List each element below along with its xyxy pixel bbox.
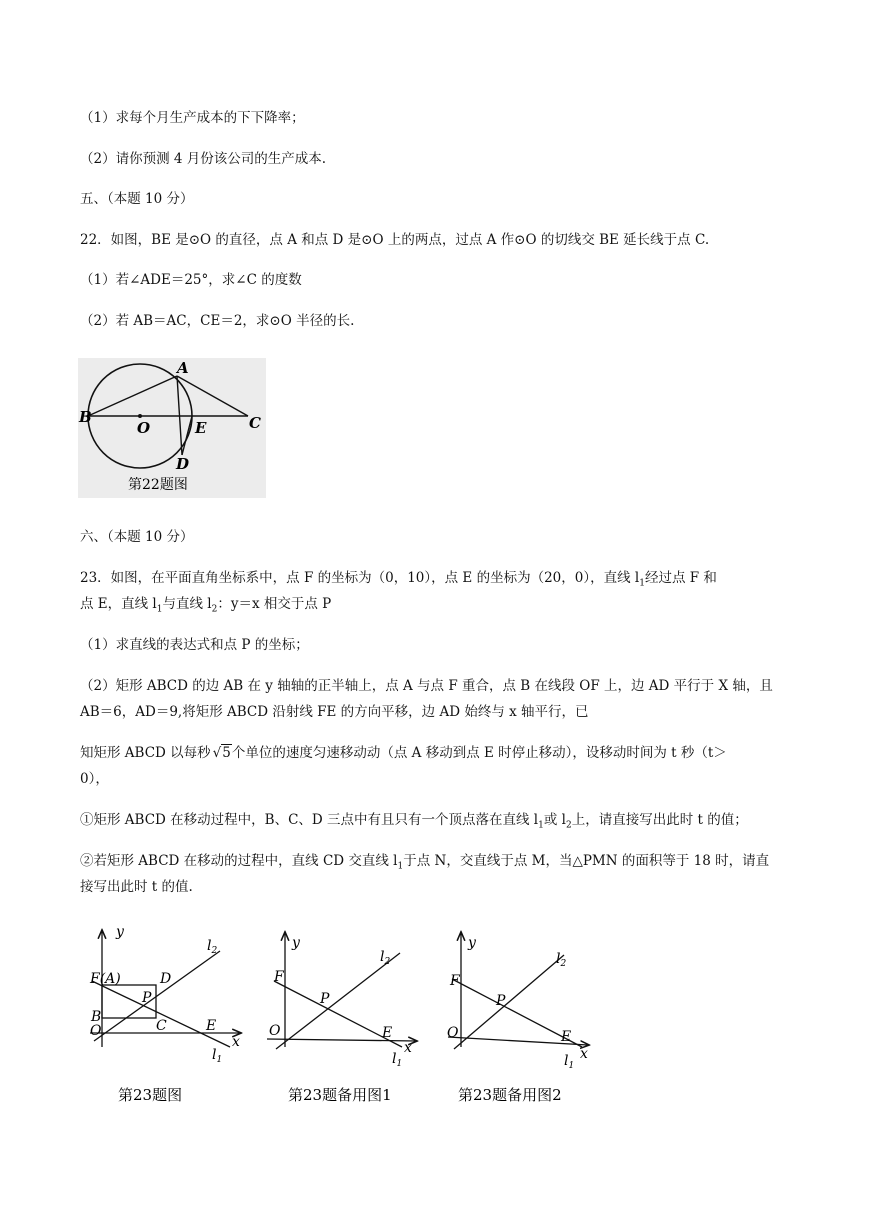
fig23b2-l2: $l_2$ [556,951,567,969]
fig23b1-axis-y: y [292,935,300,951]
fig23-label-e: E [206,1018,217,1034]
fig22-label-b: B [79,408,92,426]
fig23-label-b: B [91,1009,102,1025]
fig23-label-o: O [90,1023,102,1039]
fig23b2-l1: $l_1$ [564,1053,575,1071]
fig23-label-p: P [142,990,152,1006]
q23-part2-line3: 知矩形 ABCD 以每秒 √5个单位的速度匀速移动动（点 A 移动到点 E 时停止移动），设移动时间为 t 秒（t＞ [80,745,727,761]
figure-23-backup-2 [440,925,612,1105]
fig23b1-caption: 第23题备用图1 [288,1086,392,1104]
q23-stem-line1: 23．如图，在平面直角坐标系中，点 F 的坐标为（0，10），点 E 的坐标为（20，0），直线 $l_1$经过点 F 和 [80,570,717,589]
q22-part2: （2）若 AB＝AC，CE＝2，求⊙O 半径的长. [80,313,355,329]
fig22-caption: 第22题图 [128,477,188,493]
q22-stem: 22．如图，BE 是⊙O 的直径，点 A 和点 D 是⊙O 上的两点，过点 A 作⊙O 的切线交 BE 延长线于点 C. [80,232,710,248]
q23-sub2-line2: 接写出此时 t 的值. [80,879,193,895]
q23-part2-line2: AB＝6，AD＝9,将矩形 ABCD 沿射线 FE 的方向平移，边 AD 始终与 x 轴平行，已 [80,704,589,720]
q22-part1: （1）若∠ADE＝25°，求∠C 的度数 [80,272,302,288]
fig23-caption: 第23题图 [118,1086,183,1104]
fig23b2-label-f: F [450,973,460,989]
fig23b1-label-o: O [269,1023,281,1039]
fig23b1-label-p: P [320,991,330,1007]
fig23b1-label-f: F [274,969,284,985]
section-5-heading: 五、（本题 10 分） [80,191,194,207]
fig23b2-axis-x: x [580,1046,588,1062]
fig22-label-o: O [137,419,151,437]
q21-part1: （1）求每个月生产成本的下下降率； [80,110,305,126]
figure-23-backup-1 [262,925,434,1105]
fig23-label-c: C [156,1018,167,1034]
fig22-label-e: E [195,419,207,437]
q23-part1: （1）求直线的表达式和点 P 的坐标； [80,637,309,653]
fig23-axis-y: y [116,925,124,940]
fig23-axis-x: x [232,1034,240,1050]
section-6-heading: 六、（本题 10 分） [80,529,194,545]
fig23b2-label-p: P [496,993,506,1009]
q23-part2-line4: 0）， [80,771,109,787]
figure-22 [78,358,266,498]
q23-stem-line2: 点 E，直线 $l_1$与直线 $l_2$：y＝x 相交于点 P [80,596,332,615]
q21-part2: （2）请你预测 4 月份该公司的生产成本. [80,151,327,167]
fig23b2-label-e: E [561,1029,572,1045]
q23-sub1: ①矩形 ABCD 在移动过程中，B、C、D 三点中有且只有一个顶点落在直线 $l_1$或 $l_2$上，请直接写出此时 t 的值； [80,812,748,831]
sqrt-5: √5 [212,745,231,761]
fig23-l1: $l_1$ [212,1047,223,1065]
figure-23 [82,925,252,1105]
fig22-label-a: A [177,359,189,377]
fig23-l2: $l_2$ [207,938,218,956]
fig23b1-axis-x: x [404,1040,412,1056]
fig23b1-l2: $l_2$ [380,949,391,967]
fig23b2-caption: 第23题备用图2 [458,1086,562,1104]
fig23b1-l1: $l_1$ [392,1051,403,1069]
fig23b2-axis-y: y [468,935,476,951]
fig22-label-d: D [176,455,190,473]
fig22-label-c: C [249,414,261,432]
fig23-label-fa: F(A) [90,971,121,987]
fig23-label-d: D [160,971,172,987]
fig23b2-label-o: O [447,1025,459,1041]
q23-sub2-line1: ②若矩形 ABCD 在移动的过程中，直线 CD 交直线 $l_1$于点 N，交直线于点 M，当△PMN 的面积等于 18 时，请直 [80,853,770,872]
fig23b1-label-e: E [382,1025,393,1041]
q23-part2-line1: （2）矩形 ABCD 的边 AB 在 y 轴轴的正半轴上，点 A 与点 F 重合，点 B 在线段 OF 上，边 AD 平行于 X 轴，且 [80,678,773,694]
